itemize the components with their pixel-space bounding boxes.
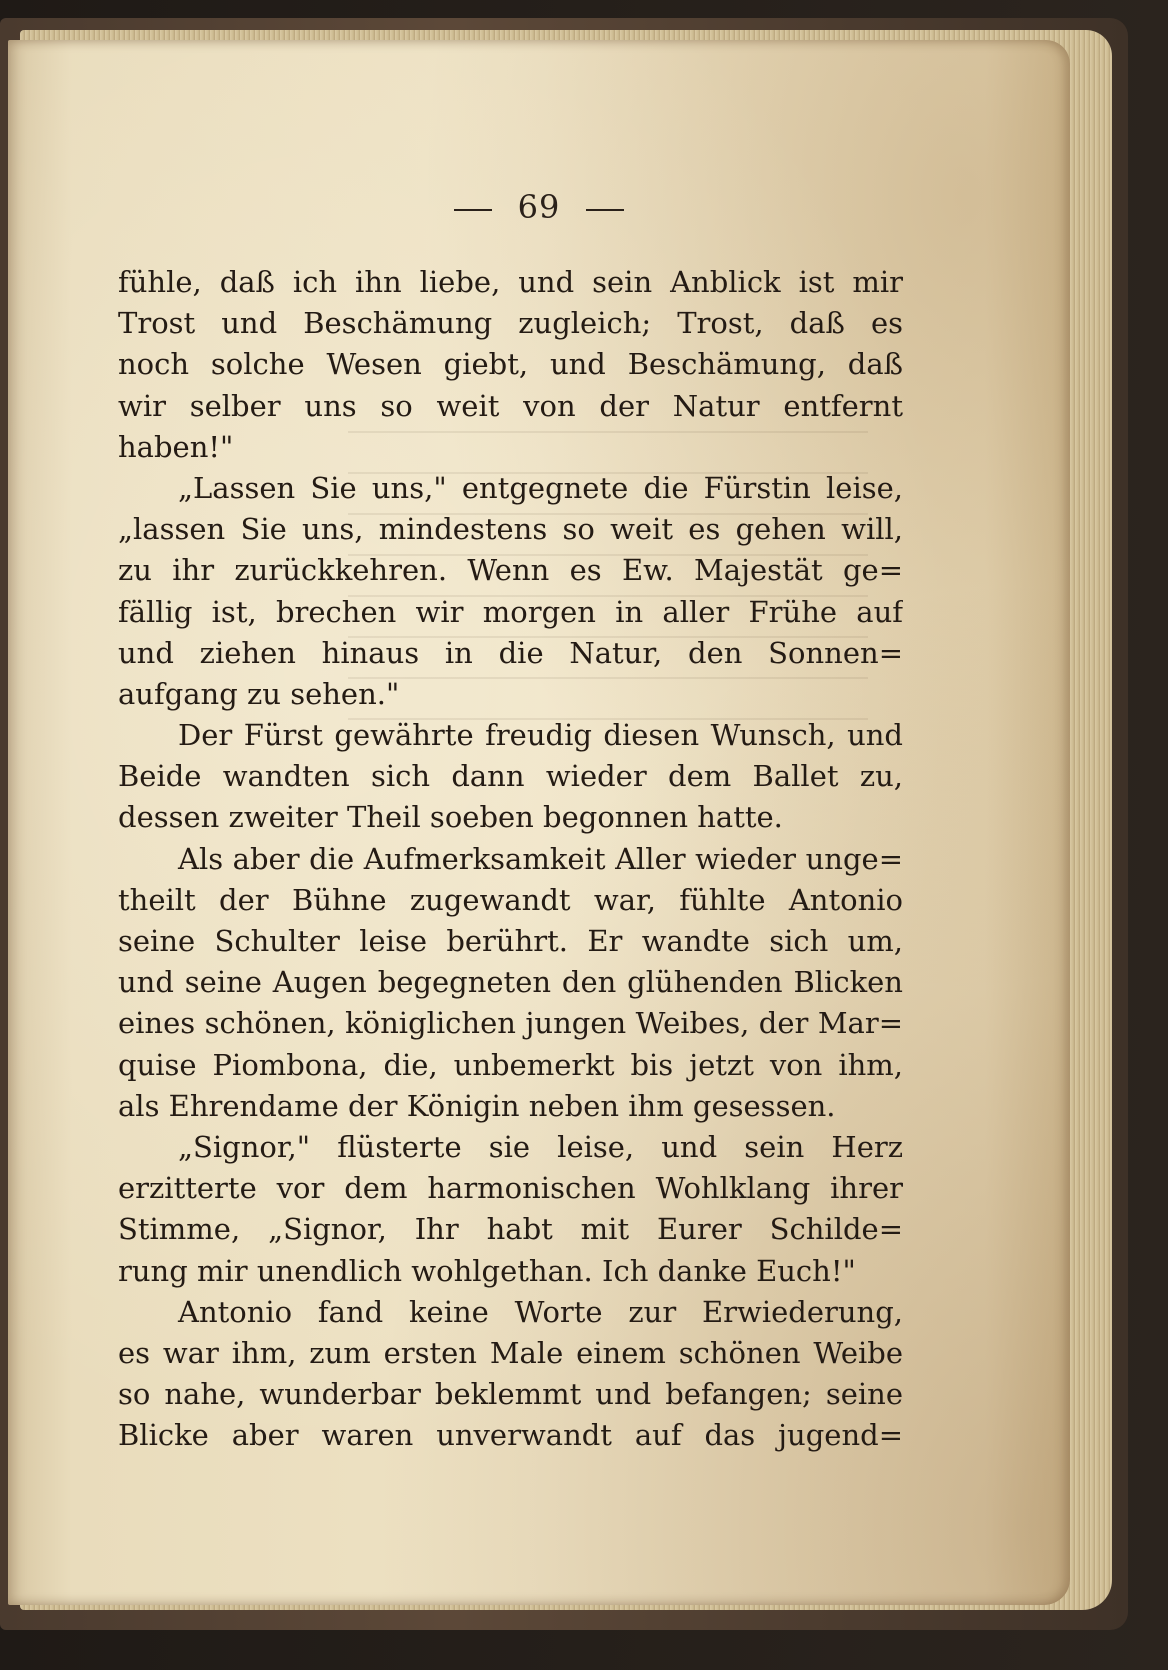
text-line: Trost und Beschämung zugleich; Trost, daß es (118, 306, 903, 341)
text-line: Antonio fand keine Worte zur Erwiederung, (178, 1294, 903, 1329)
text-line: Als aber die Aufmerksamkeit Aller wieder unge= (178, 841, 903, 876)
text-line: aufgang zu sehen." (118, 676, 400, 711)
text-line: noch solche Wesen giebt, und Beschämung, daß (118, 347, 903, 382)
text-line: dessen zweiter Theil soeben begonnen hatte. (118, 800, 783, 835)
header-dash-left (454, 209, 492, 211)
text-line: Blicke aber waren unverwandt auf das jugend= (118, 1418, 903, 1453)
text-line: erzitterte vor dem harmonischen Wohlklang ihrer (118, 1171, 903, 1206)
text-line: rung mir unendlich wohlgethan. Ich danke Euch!" (118, 1253, 856, 1288)
header-dash-right (586, 209, 624, 211)
text-line: und seine Augen begegneten den glühenden Blicken (118, 965, 903, 1000)
text-line: so nahe, wunderbar beklemmt und befangen; seine (118, 1377, 903, 1412)
text-line: fühle, daß ich ihn liebe, und sein Anblick ist mir (118, 265, 903, 299)
text-line: fällig ist, brechen wir morgen in aller Frühe auf (118, 594, 903, 629)
body-text (118, 262, 903, 1456)
text-line: Der Fürst gewährte freudig diesen Wunsch, und (178, 718, 903, 753)
text-line: „Signor," flüsterte sie leise, und sein Herz (178, 1129, 903, 1164)
text-line: Beide wandten sich dann wieder dem Ballet zu, (118, 759, 903, 794)
text-line: „Lassen Sie uns," entgegnete die Fürstin leise, (178, 470, 903, 505)
book-page (8, 40, 1070, 1605)
text-line: theilt der Bühne zugewandt war, fühlte Antonio (118, 882, 903, 917)
page-number: 69 (517, 188, 561, 226)
text-line: wir selber uns so weit von der Natur entfernt (118, 388, 903, 423)
text-line: es war ihm, zum ersten Male einem schönen Weibe (118, 1335, 903, 1370)
text-line: quise Piombona, die, unbemerkt bis jetzt von ihm, (118, 1047, 903, 1082)
text-line: „lassen Sie uns, mindestens so weit es gehen will, (118, 512, 903, 547)
text-line: und ziehen hinaus in die Natur, den Sonnen= (118, 635, 903, 670)
text-line: eines schönen, königlichen jungen Weibes, der Mar= (118, 1006, 903, 1041)
page-header (8, 188, 1070, 226)
text-line: zu ihr zurückkehren. Wenn es Ew. Majestät ge= (118, 553, 903, 588)
text-line: seine Schulter leise berührt. Er wandte sich um, (118, 924, 903, 958)
text-line: Stimme, „Signor, Ihr habt mit Eurer Schilde= (118, 1212, 903, 1247)
text-line: haben!" (118, 429, 234, 464)
text-line: als Ehrendame der Königin neben ihm gesessen. (118, 1088, 836, 1123)
